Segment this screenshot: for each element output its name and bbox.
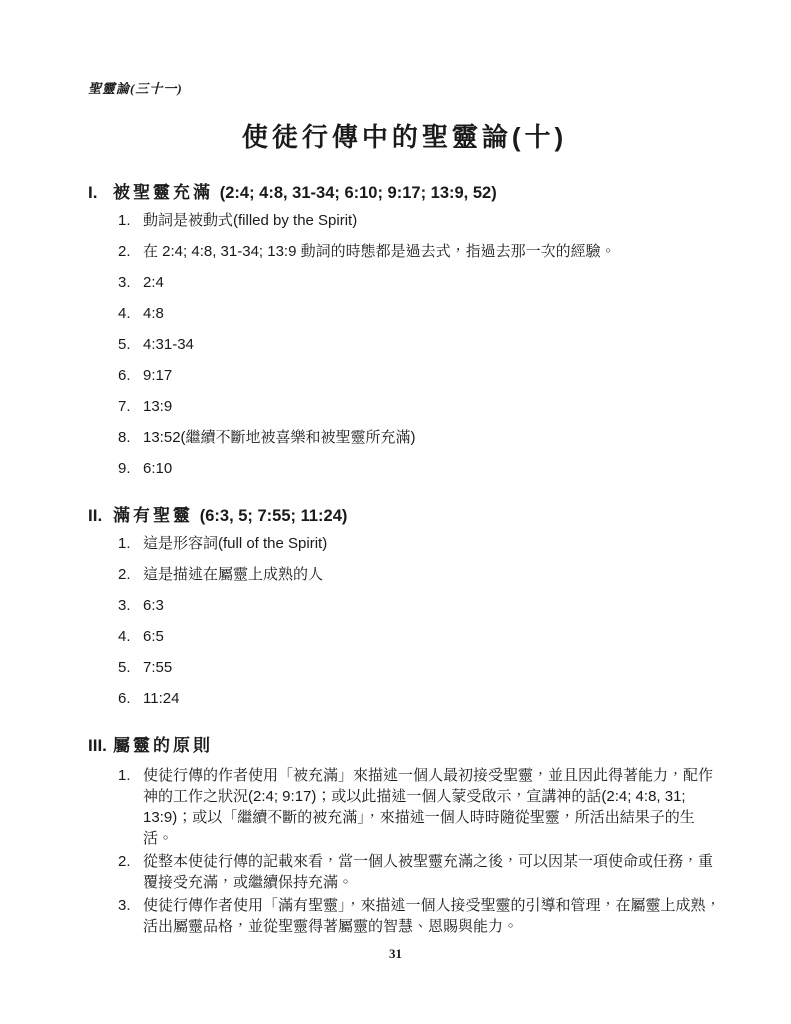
- item-text: 使徒行傳作者使用「滿有聖靈」，來描述一個人接受聖靈的引導和管理，在屬靈上成熟，活出屬靈品格，並從聖靈得著屬靈的智慧、恩賜與能力。: [143, 897, 721, 935]
- list-item: [118, 398, 721, 415]
- item-number: 4.: [118, 628, 131, 645]
- list-item: [118, 243, 721, 260]
- section-full-of-spirit: [88, 501, 721, 707]
- item-text: 這是形容詞(full of the Spirit): [143, 535, 328, 552]
- section-spiritual-principles: [88, 731, 721, 937]
- list-item: [118, 367, 721, 384]
- item-text: 在 2:4; 4:8, 31-34; 13:9 動詞的時態都是過去式，指過去那一次的經驗。: [143, 243, 616, 260]
- section-list: [118, 765, 721, 937]
- item-text: 2:4: [143, 274, 164, 291]
- section-numeral: I.: [88, 183, 98, 202]
- list-item: [118, 851, 721, 893]
- section-list: [118, 535, 721, 707]
- section-heading: [88, 501, 721, 526]
- section-heading: [88, 178, 721, 203]
- item-number: 3.: [118, 274, 131, 291]
- list-item: [118, 765, 721, 849]
- list-item: [118, 628, 721, 645]
- list-item: [118, 212, 721, 229]
- page-title: 使徒行傳中的聖靈論(十): [241, 122, 568, 152]
- list-item: [118, 274, 721, 291]
- list-item: [118, 460, 721, 477]
- item-number: 2.: [118, 853, 131, 870]
- item-number: 4.: [118, 305, 131, 322]
- item-number: 1.: [118, 212, 131, 229]
- item-text: 9:17: [143, 367, 173, 384]
- item-text: 從整本使徒行傳的記載來看，當一個人被聖靈充滿之後，可以因某一項使命或任務，重覆接受充滿，或繼續保持充滿。: [143, 853, 714, 891]
- list-item: [118, 566, 721, 583]
- item-number: 6.: [118, 690, 131, 707]
- section-title: 屬靈的原則: [113, 736, 213, 755]
- item-text: 6:10: [143, 460, 173, 477]
- list-item: [118, 429, 721, 446]
- item-number: 5.: [118, 659, 131, 676]
- item-text: 13:9: [143, 398, 173, 415]
- item-number: 6.: [118, 367, 131, 384]
- list-item: [118, 597, 721, 614]
- section-numeral: III.: [88, 736, 107, 755]
- item-number: 9.: [118, 460, 131, 477]
- item-text: 6:5: [143, 628, 164, 645]
- section-references: (6:3, 5; 7:55; 11:24): [199, 507, 348, 525]
- section-title: 被聖靈充滿: [113, 183, 213, 202]
- item-number: 8.: [118, 429, 131, 446]
- section-title: 滿有聖靈: [113, 506, 193, 525]
- item-text: 使徒行傳的作者使用「被充滿」來描述一個人最初接受聖靈，並且因此得著能力，配作神的工作之狀況(2:4; 9:17)；或以此描述一個人蒙受啟示，宣講神的話(2:4; 4:8, 31; 13:9)；或以「繼續不斷的被充滿」，來描述一個人時時隨從聖靈，所活出結果子的生活。: [143, 767, 714, 847]
- item-number: 1.: [118, 535, 131, 552]
- item-number: 3.: [118, 597, 131, 614]
- item-number: 1.: [118, 767, 131, 784]
- list-item: [118, 895, 721, 937]
- item-text: 4:31-34: [143, 336, 194, 353]
- item-number: 2.: [118, 243, 131, 260]
- item-text: 動詞是被動式(filled by the Spirit): [143, 212, 358, 229]
- page-number: 31: [389, 946, 402, 961]
- section-heading: [88, 731, 721, 756]
- section-numeral: II.: [88, 506, 103, 525]
- item-text: 11:24: [143, 690, 180, 707]
- list-item: [118, 690, 721, 707]
- item-text: 13:52(繼續不斷地被喜樂和被聖靈所充滿): [143, 429, 416, 446]
- document-header: 聖靈論(三十一): [88, 81, 183, 96]
- list-item: [118, 659, 721, 676]
- list-item: [118, 336, 721, 353]
- item-text: 6:3: [143, 597, 164, 614]
- item-number: 7.: [118, 398, 131, 415]
- item-number: 2.: [118, 566, 131, 583]
- section-references: (2:4; 4:8, 31-34; 6:10; 9:17; 13:9, 52): [219, 184, 497, 202]
- item-text: 4:8: [143, 305, 164, 322]
- item-text: 這是描述在屬靈上成熟的人: [143, 566, 324, 583]
- item-number: 5.: [118, 336, 131, 353]
- item-text: 7:55: [143, 659, 173, 676]
- list-item: [118, 305, 721, 322]
- section-list: [118, 212, 721, 477]
- item-number: 3.: [118, 897, 131, 914]
- section-filled-with-spirit: [88, 178, 721, 477]
- list-item: [118, 535, 721, 552]
